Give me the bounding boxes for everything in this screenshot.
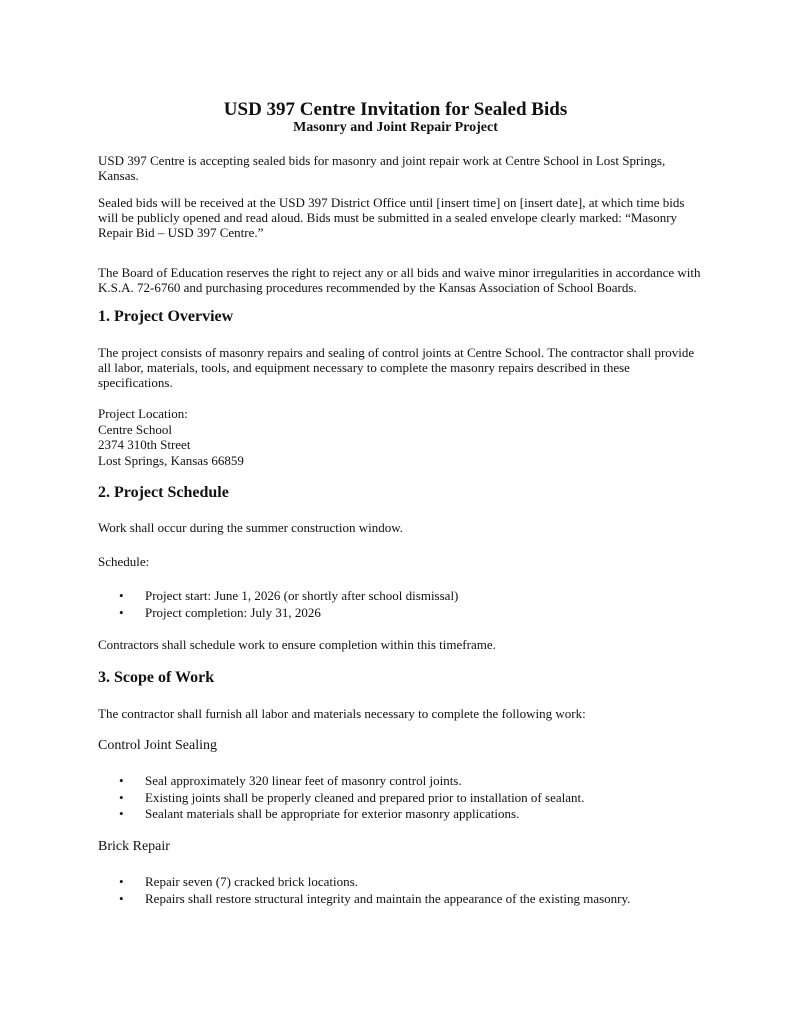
section-heading-scope-of-work: 3. Scope of Work xyxy=(98,669,215,686)
schedule-closing: Contractors shall schedule work to ensure completion within this timeframe. xyxy=(98,637,496,652)
text-line: Lost Springs, Kansas 66859 xyxy=(98,452,244,468)
schedule-paragraph: Work shall occur during the summer construction window. xyxy=(98,520,403,535)
text-line: K.S.A. 72-6760 and purchasing procedures recommended by the Kansas Association of School Boards. xyxy=(98,280,637,295)
schedule-label: Schedule: xyxy=(98,554,150,569)
document-title: USD 397 Centre Invitation for Sealed Bids xyxy=(223,99,568,120)
text-line: all labor, materials, tools, and equipment necessary to complete the masonry repairs described in these xyxy=(98,360,630,375)
text-line: Centre School xyxy=(98,421,173,437)
section-heading-project-schedule: 2. Project Schedule xyxy=(98,484,229,501)
document-subtitle: Masonry and Joint Repair Project xyxy=(293,120,498,135)
intro-paragraph-1 xyxy=(98,153,665,183)
list-item: • Project start: June 1, 2026 (or shortly after school dismissal) xyxy=(98,588,458,605)
text-line: Sealed bids will be received at the USD 397 District Office until [insert time] on [insert date], at which time bids xyxy=(98,195,685,210)
text-line: USD 397 Centre is accepting sealed bids for masonry and joint repair work at Centre School in Lost Springs, xyxy=(98,153,666,168)
subheading-control-joint-sealing: Control Joint Sealing xyxy=(98,738,217,753)
text-line: Repair Bid – USD 397 Centre.” xyxy=(98,225,264,240)
overview-paragraph xyxy=(98,345,694,390)
text-line: Project Location: xyxy=(98,406,188,421)
list-item: • Repairs shall restore structural integrity and maintain the appearance of the existing masonry. xyxy=(98,891,630,908)
brick-repair-list xyxy=(98,874,630,907)
subheading-brick-repair: Brick Repair xyxy=(98,839,170,854)
intro-paragraph-3 xyxy=(98,265,700,295)
text-line: 2374 310th Street xyxy=(98,437,191,452)
scope-paragraph: The contractor shall furnish all labor and materials necessary to complete the following work: xyxy=(98,706,586,721)
control-joint-list xyxy=(98,773,584,823)
text-line: specifications. xyxy=(98,375,173,390)
project-location xyxy=(98,406,244,468)
list-item: • Existing joints shall be properly cleaned and prepared prior to installation of sealant. xyxy=(98,790,584,807)
list-item: • Repair seven (7) cracked brick locations. xyxy=(98,874,630,891)
text-line: The Board of Education reserves the right to reject any or all bids and waive minor irregularities in accordance with xyxy=(98,265,701,280)
intro-paragraph-2 xyxy=(98,195,684,240)
text-line: Kansas. xyxy=(98,168,139,183)
text-line: will be publicly opened and read aloud. Bids must be submitted in a sealed envelope clearly marked: “Masonry xyxy=(98,210,678,225)
list-item: • Sealant materials shall be appropriate for exterior masonry applications. xyxy=(98,806,584,823)
list-item: • Seal approximately 320 linear feet of masonry control joints. xyxy=(98,773,584,790)
list-item: • Project completion: July 31, 2026 xyxy=(98,605,458,622)
text-line: The project consists of masonry repairs and sealing of control joints at Centre School. The contractor shall provide xyxy=(98,345,695,360)
section-heading-project-overview: 1. Project Overview xyxy=(98,308,234,325)
schedule-list xyxy=(98,588,458,621)
